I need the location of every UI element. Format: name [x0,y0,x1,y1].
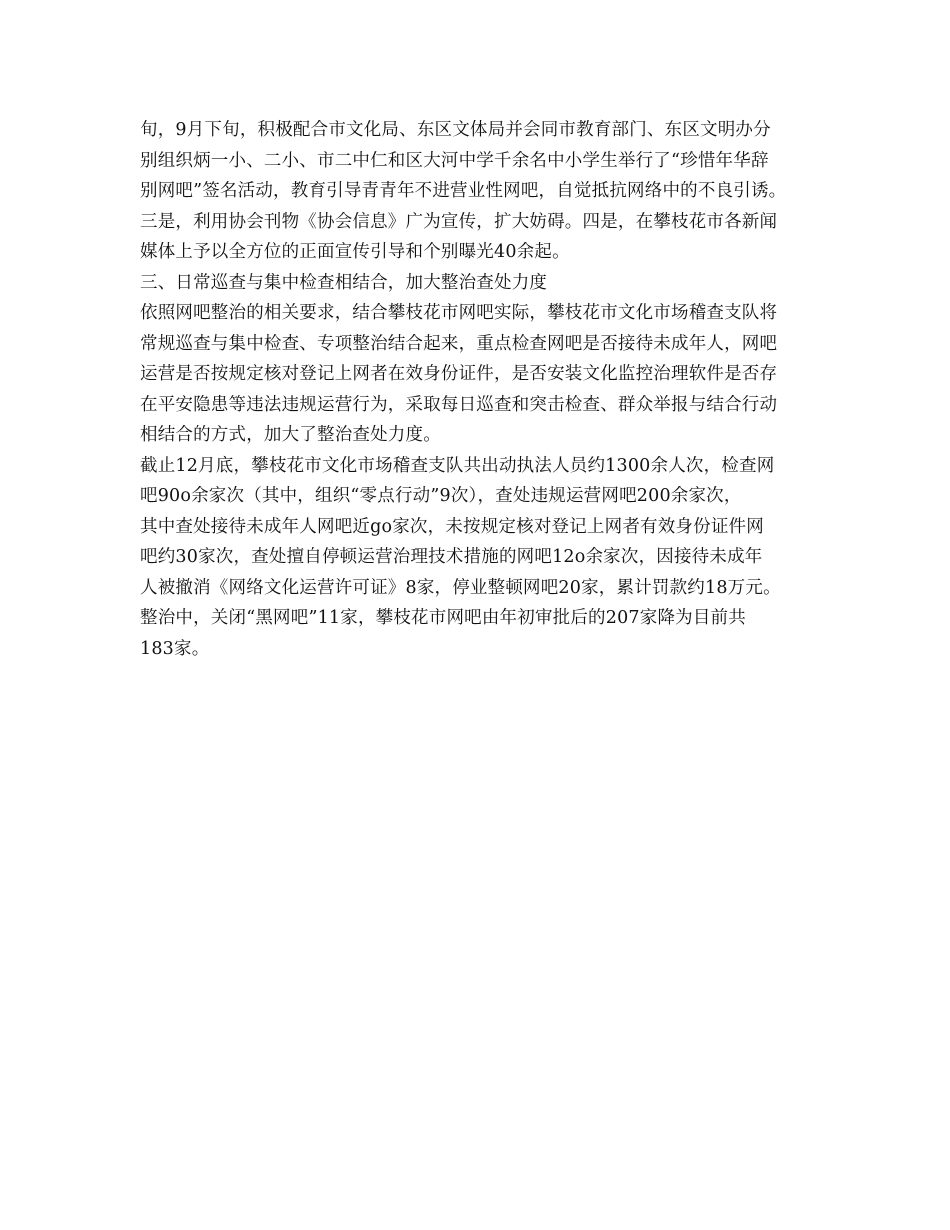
text-line: 别组织炳一小、二小、市二中仁和区大河中学千余名中小学生举行了“珍惜年华辞 [140,150,769,171]
text-line: 人被撤消《网络文化运营许可证》8家，停业整顿网吧20家，累计罚款约18万元。 [140,577,781,598]
text-line: 183家。 [140,638,210,659]
section-heading: 三、日常巡查与集中检查相结合，加大整治查处力度 [140,272,548,293]
text-line: 三是，利用协会刊物《协会信息》广为宣传，扩大妨碍。四是，在攀枝花市各新闻 [140,211,778,232]
text-line: 旬，9月下旬，积极配合市文化局、东区文体局并会同市教育部门、东区文明办分 [140,120,771,140]
text-line: 别网吧”签名活动，教育引导青青年不进营业性网吧，自觉抵抗网络中的不良引诱。 [140,181,787,201]
text-line: 运营是否按规定核对登记上网者在效身份证件，是否安装文化监控治理软件是否存 [140,364,778,384]
text-line: 其中查处接待未成年人网吧近go家次，未按规定核对登记上网者有效身份证件网 [140,516,764,537]
text-line: 媒体上予以全方位的正面宣传引导和个别曝光40余起。 [140,242,570,262]
text-line: 整治中，关闭“黑网吧”11家，攀枝花市网吧由年初审批后的207家降为目前共 [140,608,746,628]
text-line: 依照网吧整治的相关要求，结合攀枝花市网吧实际，攀枝花市文化市场稽查支队将 [140,303,778,323]
text-line: 相结合的方式，加大了整治查处力度。 [140,425,441,445]
text-line: 常规巡查与集中检查、专项整治结合起来，重点检查网吧是否接待未成年人，网吧 [140,333,778,354]
text-line: 在平安隐患等违法违规运营行为，采取每日巡查和突击检查、群众举报与结合行动 [140,394,778,415]
document-body [140,115,820,664]
text-line: 截止12月底，攀枝花市文化市场稽查支队共出动执法人员约1300余人次，检查网 [140,455,775,476]
text-line: 吧约30家次，查处擅自停顿运营治理技术措施的网吧12o余家次，因接待未成年 [140,547,763,567]
text-line: 吧90o余家次（其中，组织“零点行动”9次），查处违规运营网吧200余家次， [140,486,742,506]
